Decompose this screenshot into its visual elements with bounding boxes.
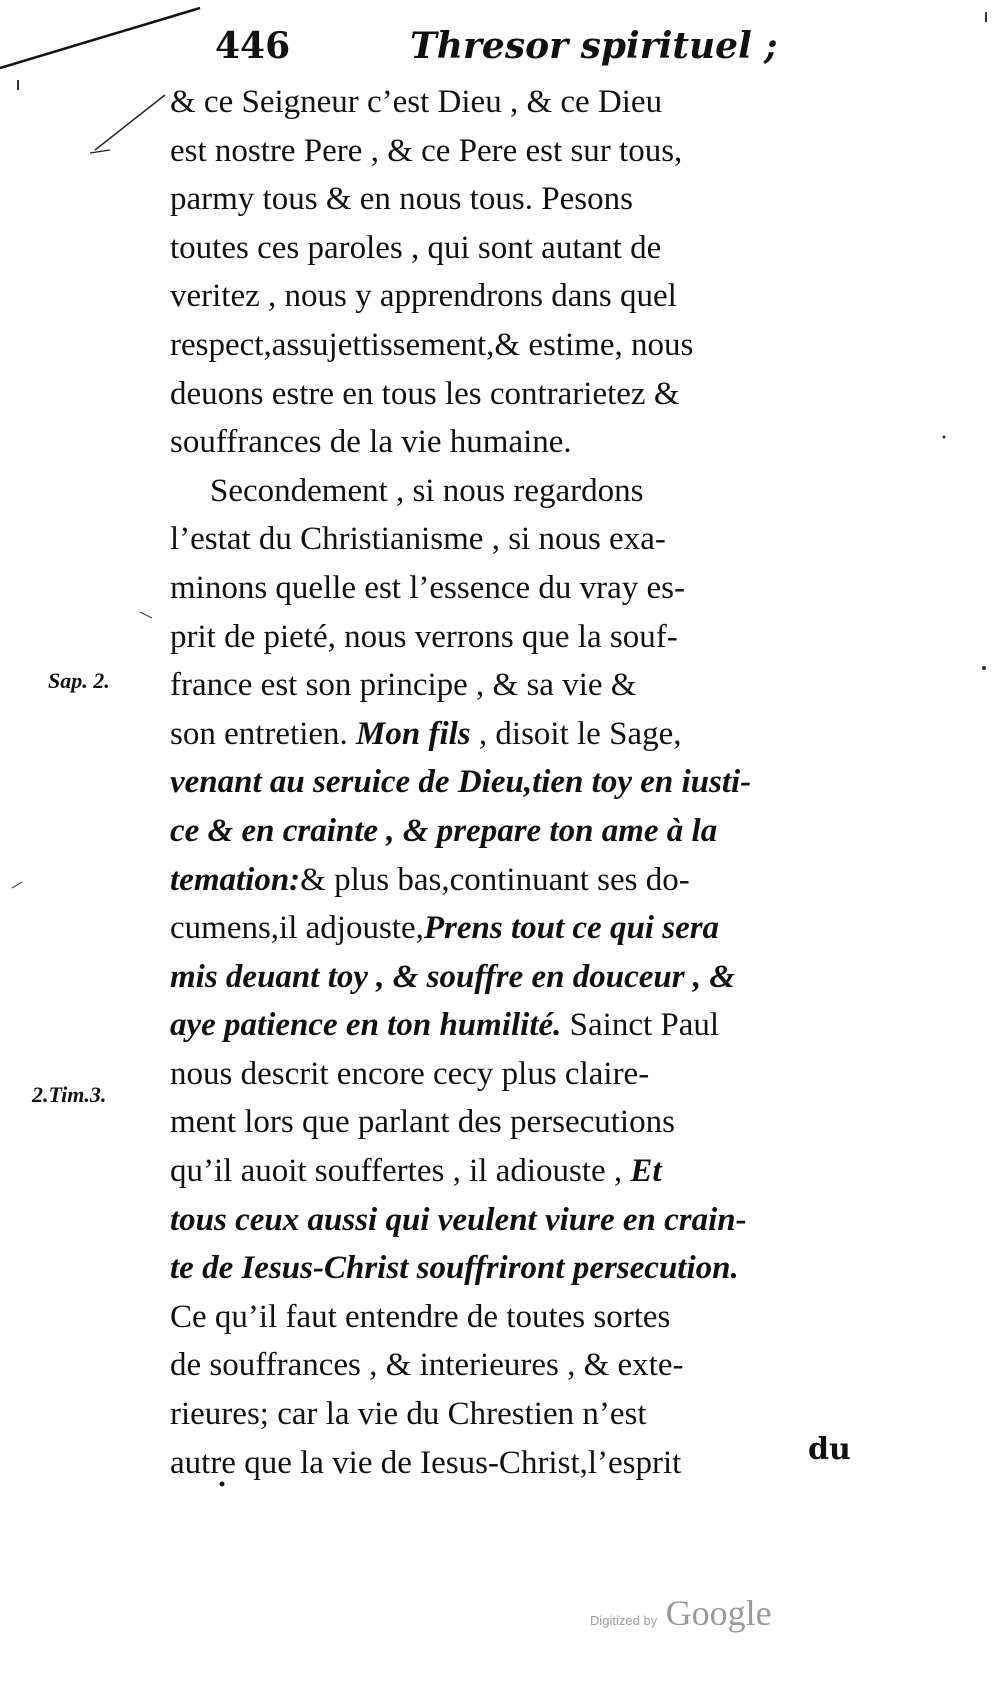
italic-quote: Mon fils [356,715,471,752]
text-run: Ce qu’il faut entendre de toutes sortes [170,1298,671,1335]
text-line [170,1050,910,1099]
text-line [170,224,910,273]
italic-quote: tous ceux aussi qui veulent viure en crain- [170,1201,747,1238]
text-run: nous descrit encore cecy plus claire- [170,1055,650,1092]
watermark-prefix: Digitized by [590,1613,658,1628]
italic-quote: ce & en crainte , & prepare ton ame à la [170,812,718,849]
text-line [170,467,910,516]
running-title: Thresor spirituel ; [410,25,778,67]
text-run: de souffrances , & interieures , & exte- [170,1347,684,1384]
text-run: Sainct Paul [561,1007,720,1044]
text-run: prit de pieté, nous verrons que la souf- [170,618,678,655]
text-line [170,1390,910,1439]
text-line [170,564,910,613]
text-line [170,710,910,759]
text-line [170,1098,910,1147]
digitized-watermark [590,1592,772,1634]
text-line [170,78,910,127]
text-line [170,1001,910,1050]
text-line [170,127,910,176]
text-run: rieures; car la vie du Chrestien n’est [170,1396,647,1433]
text-line [170,515,910,564]
text-run: souffrances de la vie humaine. [170,424,572,461]
margin-note-sap: Sap. 2. [48,668,110,693]
text-line [170,856,910,905]
text-line [170,613,910,662]
text-run: parmy tous & en nous tous. Pesons [170,181,633,218]
text-run: veritez , nous y apprendrons dans quel [170,278,677,315]
text-run: autre que la vie de Iesus-Christ,l’esprit [170,1444,682,1481]
text-run: france est son principe , & sa vie & [170,667,637,704]
text-line [170,1147,910,1196]
text-run: ment lors que parlant des persecutions [170,1104,675,1141]
text-line [170,1341,910,1390]
text-line [170,1244,910,1293]
text-line [170,904,910,953]
text-line [170,272,910,321]
text-run: minons quelle est l’essence du vray es- [170,569,686,606]
text-line [170,370,910,419]
italic-quote: aye patience en ton humilité. [170,1007,562,1044]
text-run: toutes ces paroles , qui sont autant de [170,229,662,266]
italic-quote: venant au seruice de Dieu,tien toy en iusti- [170,764,752,801]
catchword: du [808,1432,851,1467]
google-logo: Google [665,1593,772,1633]
text-line [170,418,910,467]
italic-quote: mis deuant toy , & souffre en douceur , & [170,958,736,995]
text-run: cumens,il adjouste, [170,910,424,947]
text-line [170,321,910,370]
running-head [215,18,778,74]
text-line [170,758,910,807]
text-run: respect,assujettissement,& estime, nous [170,326,694,363]
text-line [170,1196,910,1245]
italic-quote: temation: [170,861,301,898]
text-run: & plus bas,continuant ses do- [300,861,690,898]
text-run: deuons estre en tous les contrarietez & [170,375,680,412]
text-run: qu’il auoit souffertes , il adiouste , [170,1153,631,1190]
text-run: Secondement , si nous regardons [210,472,644,509]
text-line [170,1293,910,1342]
italic-quote: Et [630,1153,662,1190]
text-run: son entretien. [170,715,357,752]
text-line [170,953,910,1002]
italic-quote: Prens tout ce qui sera [423,910,720,947]
text-run: , disoit le Sage, [470,715,682,752]
text-run: & ce Seigneur c’est Dieu , & ce Dieu [170,84,663,120]
text-line [170,807,910,856]
text-line [170,1439,910,1488]
italic-quote: te de Iesus-Christ souffriront persecution. [170,1250,739,1287]
text-run: est nostre Pere , & ce Pere est sur tous, [170,132,683,169]
body-text [170,78,910,1487]
text-line [170,661,910,710]
page-number: 446 [215,25,291,67]
text-line [170,175,910,224]
margin-note-tim: 2.Tim.3. [32,1082,107,1107]
text-run: l’estat du Christianisme , si nous exa- [170,521,666,558]
